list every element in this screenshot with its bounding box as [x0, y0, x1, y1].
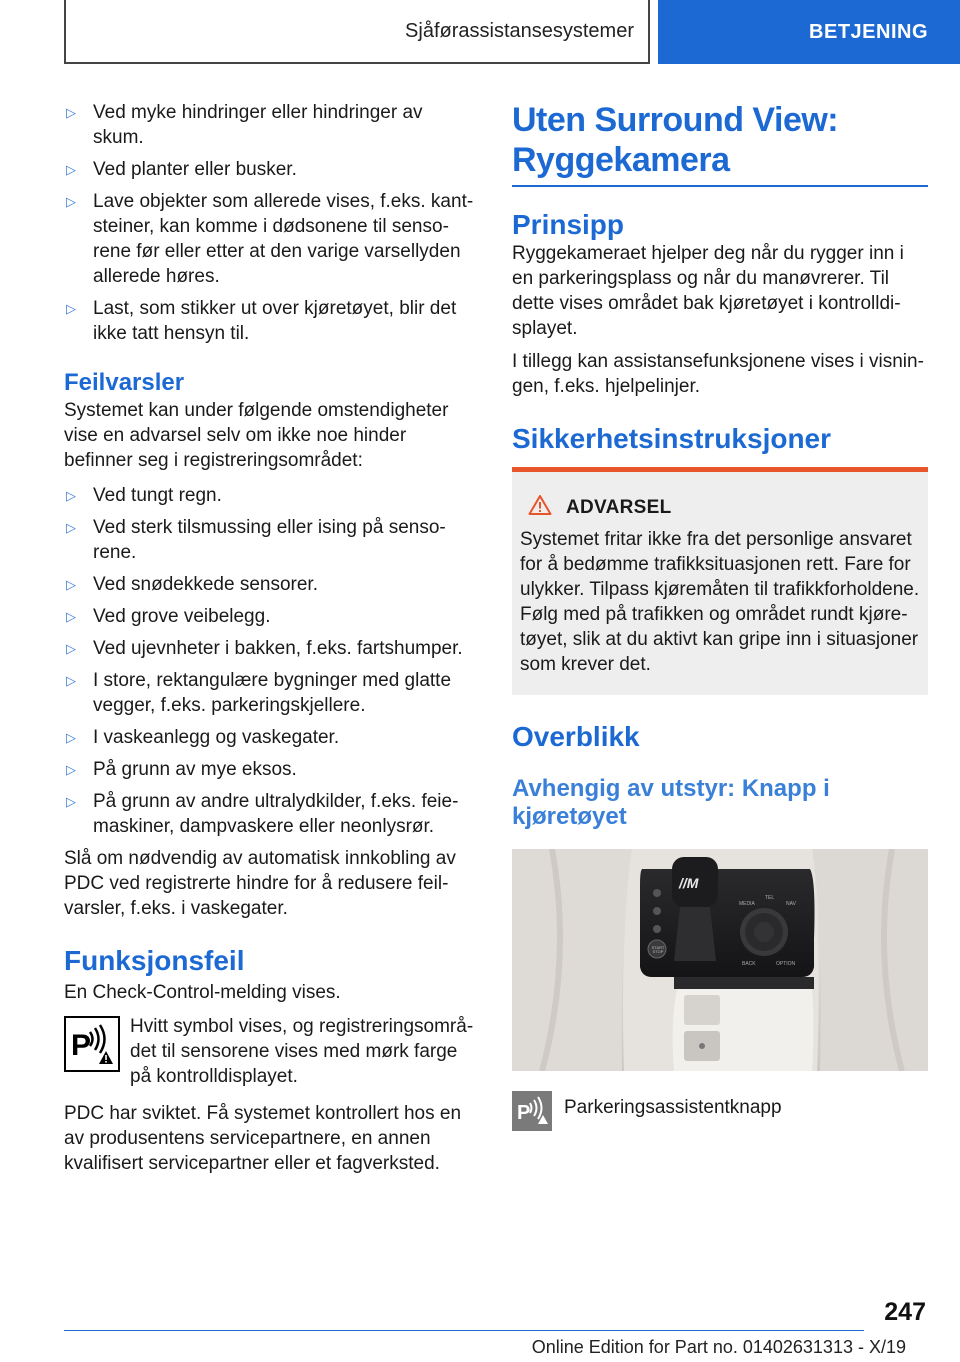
warning-box [512, 467, 928, 695]
triangle-bullet-icon: ▷ [66, 488, 76, 503]
list-item: ▷ Lave objekter som allerede vises, f.eks. kantsteiner, kan komme i dødsonene til sensorene før eller etter at den varige varsellyden allerede høres. [66, 191, 474, 287]
triangle-bullet-icon: ▷ [66, 520, 76, 535]
page-title: Uten Surround View: Ryggekamera [512, 101, 839, 179]
list-item: ▷ Ved myke hindringer eller hindringer av skum. [66, 102, 423, 148]
triangle-bullet-icon: ▷ [66, 794, 76, 809]
triangle-bullet-icon: ▷ [66, 609, 76, 624]
list-item: ▷ Last, som stikker ut over kjøretøyet, blir det ikke tatt hensyn til. [66, 298, 457, 344]
warning-label: ADVARSEL [566, 496, 672, 518]
heading-principle: Prinsipp [512, 209, 625, 240]
footer-rule [64, 1330, 864, 1331]
warning-header [520, 494, 920, 521]
list-item: ▷ Ved sterk tilsmussing eller ising på sensorene. [66, 517, 446, 563]
footer-edition: Online Edition for Part no. 01402631313 - X/19 [531, 1337, 906, 1357]
triangle-bullet-icon: ▷ [66, 105, 76, 120]
false-alarms-outro: Slå om nødvendig av automatisk innkobling av PDC ved registrerte hindre for å redusere feilvarsler, f.eks. i vaskegater. [64, 848, 456, 919]
right-column [512, 100, 928, 1131]
list-item: ▷ I vaskeanlegg og vaskegater. [66, 727, 340, 748]
knob-label-tel: TEL [765, 895, 775, 901]
section-title: Sjåførassistansesystemer [405, 19, 634, 42]
list-item: ▷ Ved snødekkede sensorer. [66, 574, 318, 595]
false-alarms-intro: Systemet kan under følgende omstendigheter vise en advarsel selv om ikke noe hinder befinner seg i registreringsområdet: [64, 400, 449, 471]
knob-label-option: OPTION [776, 961, 796, 967]
chapter-tab[interactable] [658, 0, 960, 64]
list-item: ▷ På grunn av mye eksos. [66, 759, 297, 780]
symbol-description: Hvitt symbol vises, og registreringsområdet til sensorene vises med mørk farge på kontrolldisplayet. [130, 1016, 474, 1087]
triangle-bullet-icon: ▷ [66, 641, 76, 656]
triangle-bullet-icon: ▷ [66, 194, 76, 209]
triangle-bullet-icon: ▷ [66, 730, 76, 745]
triangle-bullet-icon: ▷ [66, 162, 76, 177]
heading-safety: Sikkerhetsinstruksjoner [512, 423, 832, 454]
title-rule [512, 185, 928, 187]
page-number: 247 [884, 1298, 926, 1326]
triangle-bullet-icon: ▷ [66, 762, 76, 777]
svg-text:P: P [517, 1102, 531, 1124]
warning-text: Systemet fritar ikke fra det personlige ansvaret for å bedømme trafikksituasjonen rett. Fare for ulykker. Tilpass kjøremåten til trafikkforholdene. Følg med på trafikken og området rundt kjøretøyet, slik at du aktivt kan gripe inn i situasjoner som krever det. [520, 529, 920, 675]
list-item: ▷ Ved tungt regn. [66, 485, 222, 506]
knob-label-media: MEDIA [739, 901, 755, 907]
triangle-bullet-icon: ▷ [66, 577, 76, 592]
knob-label-back: BACK [742, 961, 756, 967]
bullet-list-false-alarms [64, 483, 478, 839]
svg-text://M: //M [679, 875, 699, 891]
running-header-section [64, 0, 650, 64]
heading-false-alarms: Feilvarsler [64, 369, 185, 396]
knob-label-nav: NAV [786, 901, 796, 907]
center-console-photo [512, 849, 928, 1071]
malfunction-intro: En Check-Control-melding vises. [64, 982, 341, 1003]
left-column [64, 100, 478, 1176]
overview-subheading: Avhengig av utstyr: Knapp i kjøretøyet [512, 775, 830, 830]
principle-text-2: I tillegg kan assistansefunksjonene vises i visningen, f.eks. hjelpelinjer. [512, 351, 924, 397]
list-item: ▷ Ved planter eller busker. [66, 159, 297, 180]
caption-text: Parkeringsassistentknapp [564, 1097, 782, 1118]
triangle-bullet-icon: ▷ [66, 673, 76, 688]
start-stop-label: START STOP [651, 945, 665, 954]
bullet-list-limits [64, 100, 478, 346]
warning-triangle-icon [528, 494, 552, 521]
symbol-row [64, 1014, 478, 1089]
principle-text-1: Ryggekameraet hjelper deg når du rygger inn i en parkeringsplass og når du manøvrerer. Til dette vises området bak kjøretøyet i kontrolldisplayet. [512, 243, 904, 339]
svg-text:P: P [71, 1029, 92, 1062]
list-item: ▷ Ved ujevnheter i bakken, f.eks. fartshumper. [66, 638, 463, 659]
chapter-label: BETJENING [809, 20, 928, 43]
triangle-bullet-icon: ▷ [66, 301, 76, 316]
list-item: ▷ På grunn av andre ultralydkilder, f.eks. feiemaskiner, dampvaskere eller neonlysrør. [66, 791, 459, 837]
parking-assistant-button-icon [512, 1091, 552, 1131]
pdc-warning-icon [64, 1016, 120, 1072]
caption-row [512, 1091, 928, 1131]
malfunction-outro: PDC har sviktet. Få systemet kontrollert hos en av produsentens servicepartnere, en annen kvalifisert servicepartner eller et fagverksted. [64, 1103, 462, 1174]
heading-overview: Overblikk [512, 721, 640, 752]
heading-malfunction: Funksjonsfeil [64, 945, 245, 976]
list-item: ▷ I store, rektangulære bygninger med glatte vegger, f.eks. parkeringskjellere. [66, 670, 452, 716]
list-item: ▷ Ved grove veibelegg. [66, 606, 271, 627]
